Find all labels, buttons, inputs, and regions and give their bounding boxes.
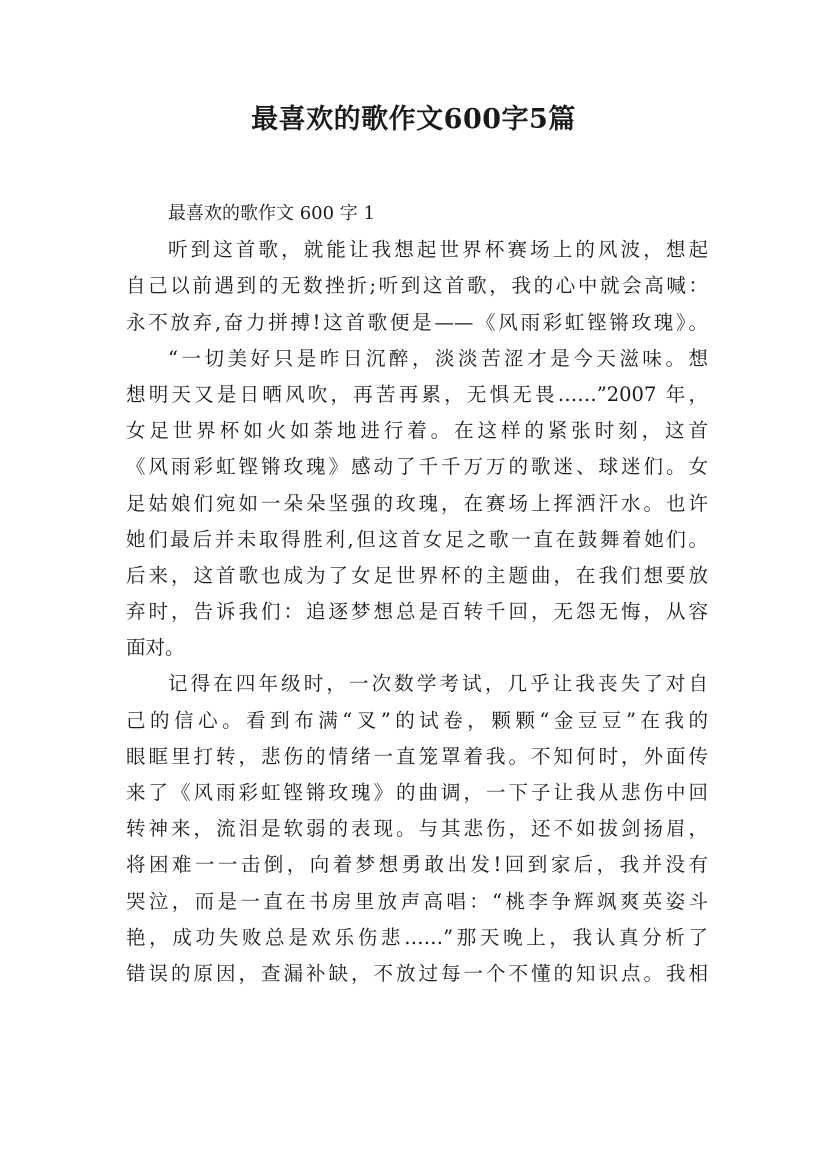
body-line: 想明天又是日晒风吹，再苦再累，无惧无畏……”2007 年， bbox=[126, 382, 708, 406]
body-line: 面对。 bbox=[126, 636, 185, 660]
document-title: 最喜欢的歌作文600字5篇 bbox=[251, 104, 576, 135]
body-line: 己的信心。看到布满“叉”的试卷，颗颗“金豆豆”在我的 bbox=[126, 708, 708, 732]
body-line: 女足世界杯如火如荼地进行着。在这样的紧张时刻，这首 bbox=[126, 419, 708, 443]
body-line: 错误的原因，查漏补缺，不放过每一个不懂的知识点。我相 bbox=[126, 961, 708, 985]
body-line: 听到这首歌，就能让我想起世界杯赛场上的风波，想起 bbox=[168, 238, 708, 262]
body-line: 她们最后并未取得胜利,但这首女足之歌一直在鼓舞着她们。 bbox=[126, 527, 708, 551]
body-line: 后来，这首歌也成为了女足世界杯的主题曲，在我们想要放 bbox=[126, 563, 708, 587]
body-line: 艳，成功失败总是欢乐伤悲……”那天晚上，我认真分析了 bbox=[126, 925, 708, 949]
body-line: 足姑娘们宛如一朵朵坚强的玫瑰，在赛场上挥洒汗水。也许 bbox=[126, 491, 708, 515]
document-body bbox=[126, 196, 708, 992]
body-line: 弃时，告诉我们：追逐梦想总是百转千回，无怨无悔，从容 bbox=[126, 600, 708, 624]
body-line: 记得在四年级时，一次数学考试，几乎让我丧失了对自 bbox=[168, 672, 708, 696]
section-heading: 最喜欢的歌作文 600 字 1 bbox=[168, 203, 375, 224]
body-line: 眼眶里打转，悲伤的情绪一直笼罩着我。不知何时，外面传 bbox=[126, 744, 708, 768]
body-line: 自己以前遇到的无数挫折;听到这首歌，我的心中就会高喊： bbox=[126, 274, 708, 298]
body-line: 永不放弃,奋力拼搏!这首歌便是——《风雨彩虹铿锵玫瑰》。 bbox=[126, 310, 708, 334]
body-line: 来了《风雨彩虹铿锵玫瑰》的曲调，一下子让我从悲伤中回 bbox=[126, 781, 708, 804]
body-line: “一切美好只是昨日沉醉，淡淡苦涩才是今天滋味。想 bbox=[168, 346, 708, 370]
body-line: 《风雨彩虹铿锵玫瑰》感动了千千万万的歌迷、球迷们。女 bbox=[126, 455, 708, 479]
body-line: 转神来，流泪是软弱的表现。与其悲伤，还不如拔剑扬眉， bbox=[126, 817, 708, 841]
body-line: 将困难一一击倒，向着梦想勇敢出发!回到家后，我并没有 bbox=[126, 853, 708, 877]
body-line: 哭泣，而是一直在书房里放声高唱：“桃李争辉飒爽英姿斗 bbox=[126, 889, 708, 913]
